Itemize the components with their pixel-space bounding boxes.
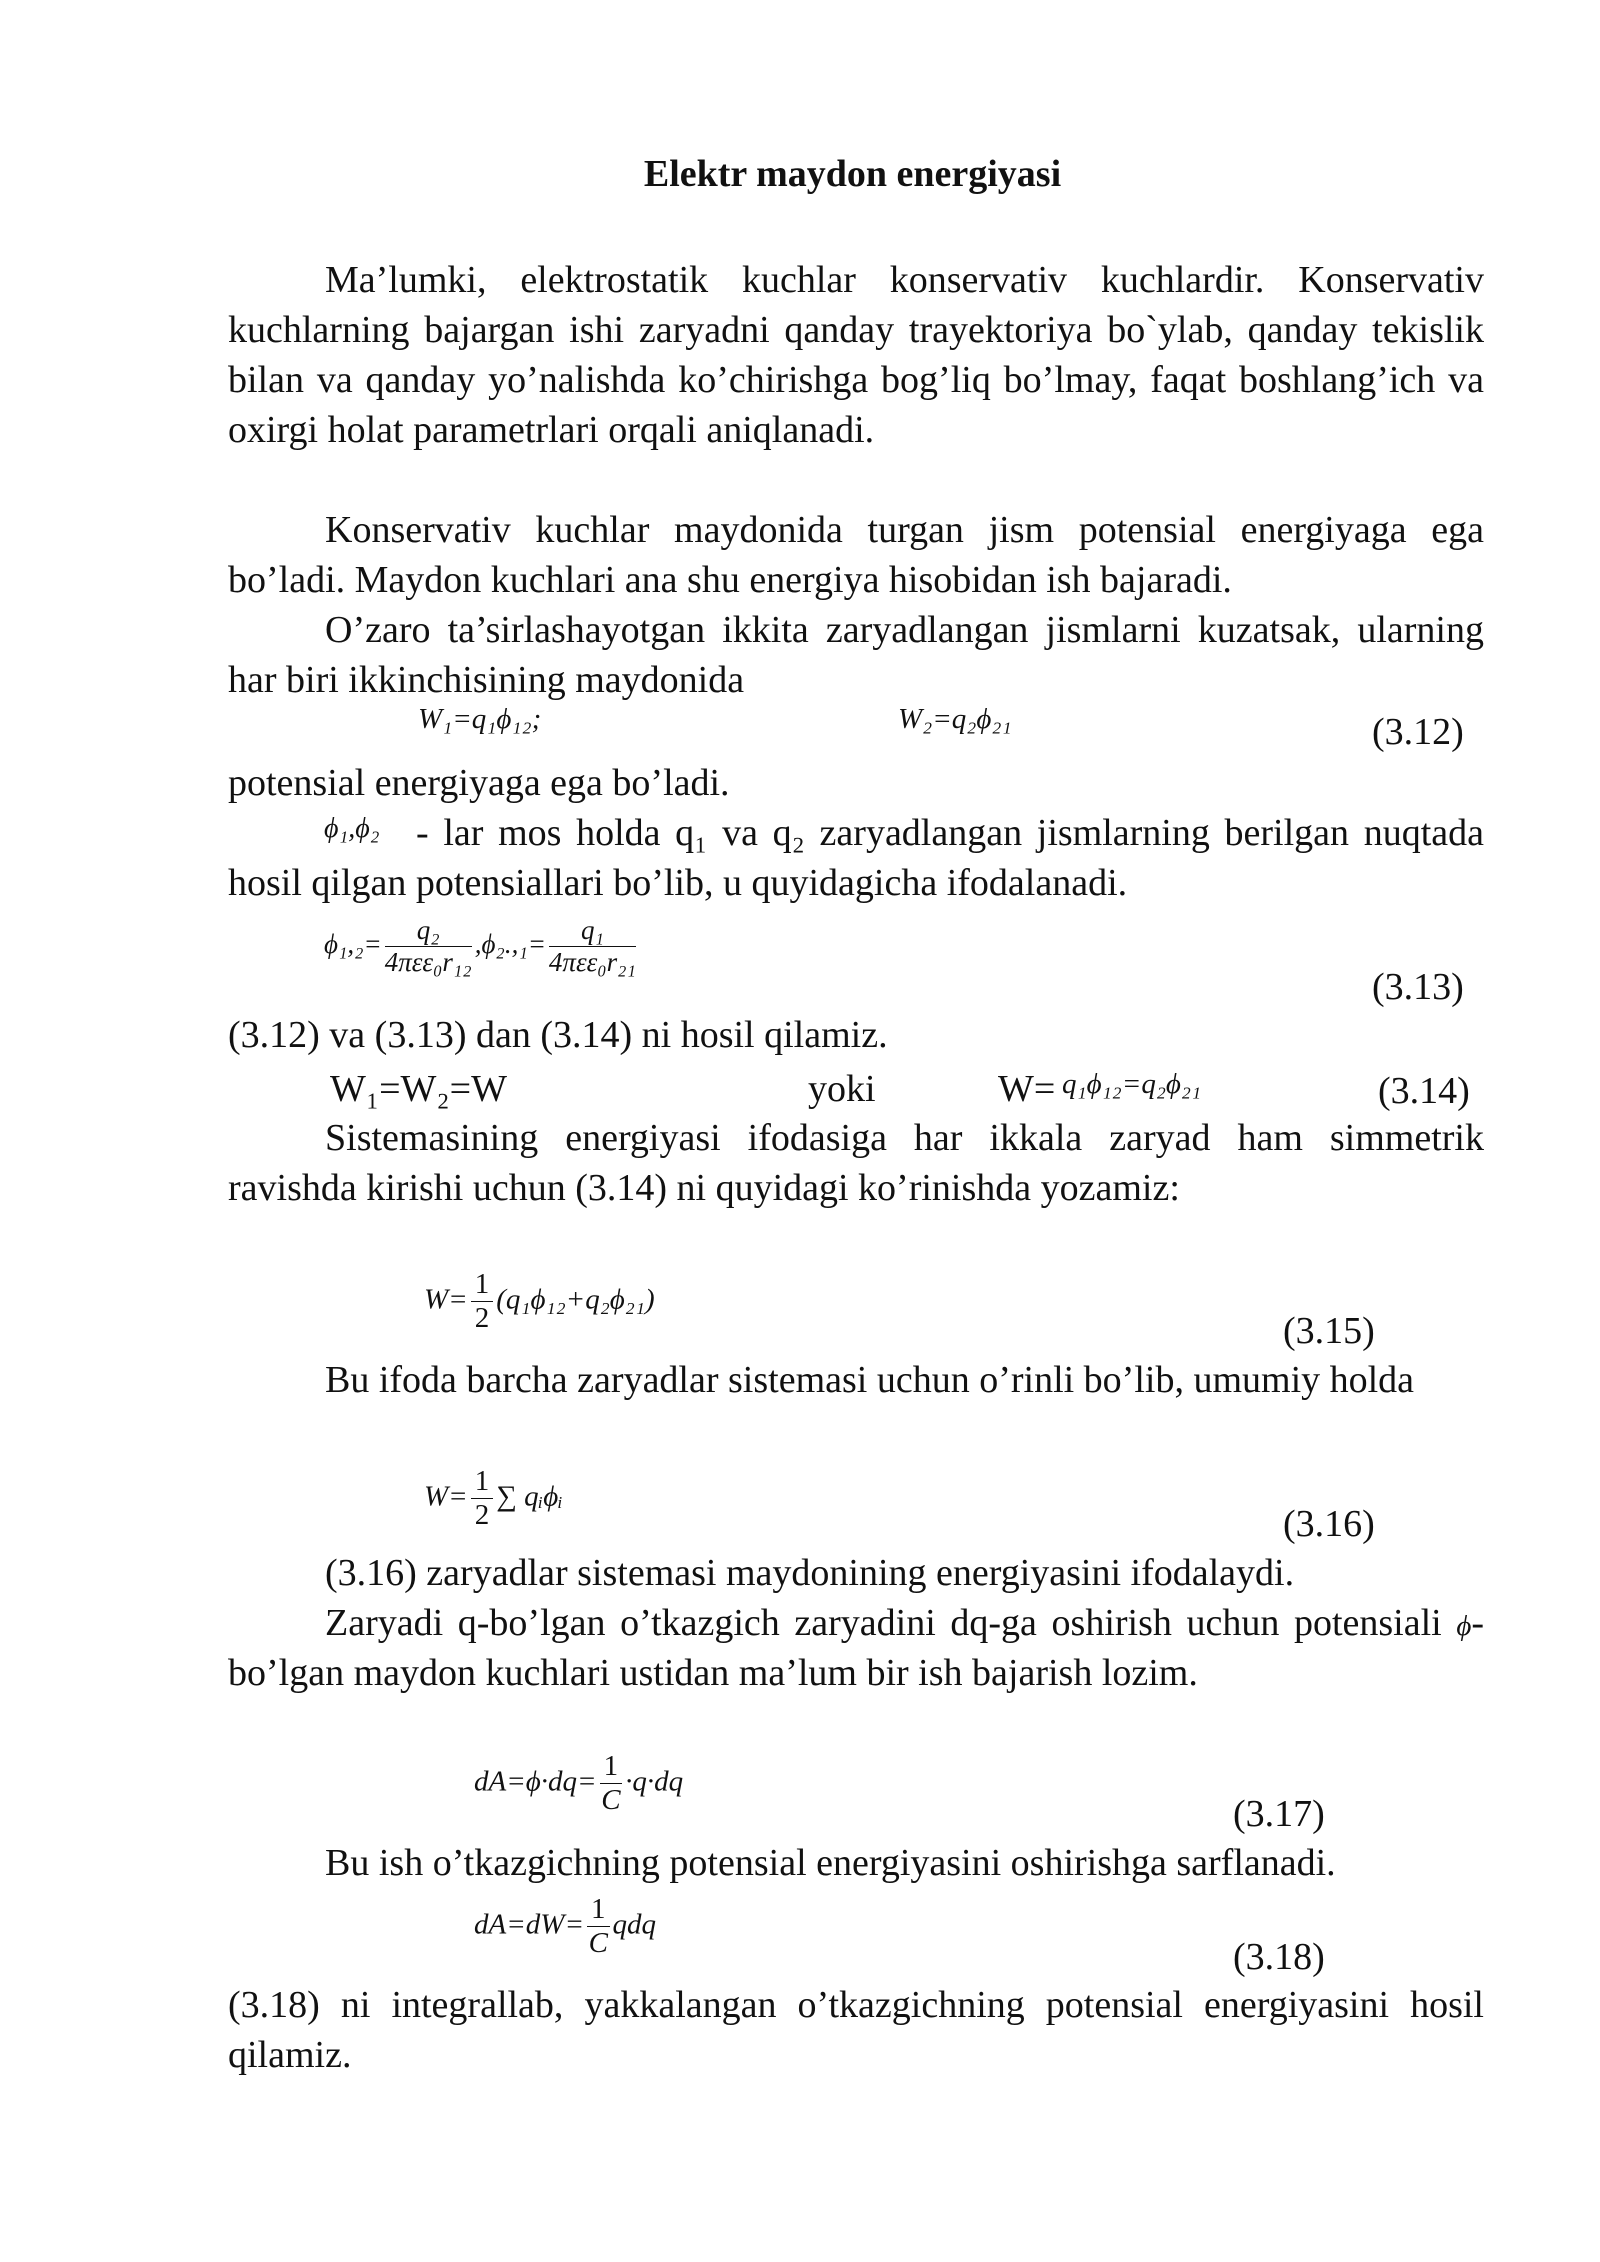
fraction-numerator: 1 bbox=[600, 1750, 623, 1784]
eq-3-18-rhs: qdq bbox=[612, 1908, 657, 1941]
eq-3-16-rhs: ∑ qᵢϕᵢ bbox=[496, 1480, 563, 1513]
phi-symbol: ϕ bbox=[1456, 1610, 1472, 1642]
paragraph-4: potensial energiyaga ega bo’ladi. bbox=[228, 762, 730, 804]
eq-3-13-fraction-1 bbox=[385, 915, 472, 978]
fraction-numerator: 1 bbox=[587, 1893, 610, 1927]
equation-number-3-13: (3.13) bbox=[1372, 966, 1464, 1008]
equation-number-3-18: (3.18) bbox=[1233, 1936, 1325, 1978]
page-title: Elektr maydon energiyasi bbox=[643, 153, 1062, 195]
paragraph-5: - lar mos holda q₁ va q₂ zaryadlangan jismlarning berilgan nuqtada hosil qilgan potensiallari bo’lib, u quyidagicha ifodalanadi. bbox=[228, 812, 1484, 904]
paragraph-1: Ma’lumki, elektrostatik kuchlar konservativ kuchlardir. Konservativ kuchlarning bajargan ishi zaryadni qanday trayektoriya bo`ylab, qanday tekislik bilan va qanday yo’nalishda ko’chirishga bog’liq bo’lmay, faqat boshlang’ich va oxirgi holat parametrlari orqali aniqlanadi. bbox=[228, 259, 1484, 451]
paragraph-2: Konservativ kuchlar maydonida turgan jism potensial energiyaga ega bo’ladi. Maydon kuchlari ana shu energiya hisobidan ish bajaradi. bbox=[228, 509, 1484, 601]
paragraph-3: O’zaro ta’sirlashayotgan ikkita zaryadlangan jismlarni kuzatsak, ularning har biri ikkinchisining maydonida bbox=[228, 609, 1484, 701]
equation-number-3-12: (3.12) bbox=[1372, 711, 1464, 753]
eq-3-15-rhs: (q₁ϕ₁₂+q₂ϕ₂₁) bbox=[496, 1283, 655, 1316]
fraction-denominator: 2 bbox=[474, 1302, 490, 1335]
one-half-fraction bbox=[471, 1268, 494, 1336]
equation-3-14-a: W₁=W₂=W bbox=[330, 1068, 507, 1110]
paragraph-11: Bu ish o’tkazgichning potensial energiyasini oshirishga sarflanadi. bbox=[325, 1842, 1336, 1884]
eq-3-18-lhs: dA=dW= bbox=[474, 1908, 585, 1941]
eq-3-15-lhs: W= bbox=[424, 1283, 468, 1316]
phi-symbols: ϕ₁,ϕ₂ bbox=[324, 813, 380, 844]
fraction-denominator: 4πεε₀r₂₁ bbox=[548, 947, 636, 978]
paragraph-10 bbox=[228, 1598, 1484, 1698]
eq-3-17-rhs: ·q·dq bbox=[625, 1765, 684, 1798]
equation-number-3-17: (3.17) bbox=[1233, 1793, 1325, 1835]
one-half-fraction bbox=[471, 1465, 494, 1533]
paragraph-10-part-b: -bo’lgan maydon kuchlari ustidan ma’lum bir ish bajarish lozim. bbox=[228, 1602, 1485, 1694]
one-over-c-fraction bbox=[600, 1750, 623, 1818]
equation-3-16 bbox=[424, 1465, 563, 1533]
paragraph-6: (3.12) va (3.13) dan (3.14) ni hosil qilamiz. bbox=[228, 1014, 888, 1056]
equation-3-18 bbox=[474, 1893, 656, 1961]
fraction-denominator: C bbox=[588, 1927, 608, 1960]
paragraph-10-part-a: Zaryadi q-bo’lgan o’tkazgich zaryadini dq-ga oshirish uchun potensiali bbox=[325, 1602, 1442, 1644]
fraction-numerator: q₁ bbox=[549, 915, 636, 947]
equation-3-14-yoki: yoki bbox=[808, 1068, 876, 1110]
paragraph-12: (3.18) ni integrallab, yakkalangan o’tkazgichning potensial energiyasini hosil qilamiz. bbox=[228, 1984, 1484, 2076]
fraction-denominator: 2 bbox=[474, 1499, 490, 1532]
equation-3-14-b-prefix: W= bbox=[998, 1068, 1056, 1110]
eq-3-17-lhs: dA=ϕ·dq= bbox=[474, 1765, 597, 1798]
eq-3-13-fraction-2 bbox=[549, 915, 636, 978]
paragraph-7: Sistemasining energiyasi ifodasiga har ikkala zaryad ham simmetrik ravishda kirishi uchun (3.14) ni quyidagi ko’rinishda yozamiz: bbox=[228, 1117, 1484, 1209]
equation-number-3-15: (3.15) bbox=[1283, 1310, 1375, 1352]
equation-3-17 bbox=[474, 1750, 683, 1818]
fraction-numerator: 1 bbox=[471, 1465, 494, 1499]
eq-3-16-lhs: W= bbox=[424, 1480, 468, 1513]
equation-3-15 bbox=[424, 1268, 655, 1336]
equation-number-3-14: (3.14) bbox=[1378, 1070, 1470, 1112]
fraction-numerator: q₂ bbox=[385, 915, 472, 947]
paragraph-8: Bu ifoda barcha zaryadlar sistemasi uchun o’rinli bo’lib, umumiy holda bbox=[325, 1359, 1415, 1401]
equation-number-3-16: (3.16) bbox=[1283, 1503, 1375, 1545]
eq-3-13-lhs1: ϕ₁,₂= bbox=[324, 928, 382, 959]
equation-3-12-w2: W₂=q₂ϕ₂₁ bbox=[898, 703, 1012, 735]
fraction-numerator: 1 bbox=[471, 1268, 494, 1302]
equation-3-14-b: q₁ϕ₁₂=q₂ϕ₂₁ bbox=[1062, 1068, 1202, 1100]
fraction-denominator: 4πεε₀r₁₂ bbox=[384, 947, 472, 978]
eq-3-13-lhs2: ,ϕ₂.,₁= bbox=[474, 928, 546, 959]
equation-3-12-w1: W₁=q₁ϕ₁₂; bbox=[418, 703, 542, 735]
one-over-c-fraction bbox=[587, 1893, 610, 1961]
fraction-denominator: C bbox=[601, 1784, 621, 1817]
paragraph-9: (3.16) zaryadlar sistemasi maydonining energiyasini ifodalaydi. bbox=[325, 1552, 1295, 1594]
equation-3-13 bbox=[324, 915, 639, 978]
